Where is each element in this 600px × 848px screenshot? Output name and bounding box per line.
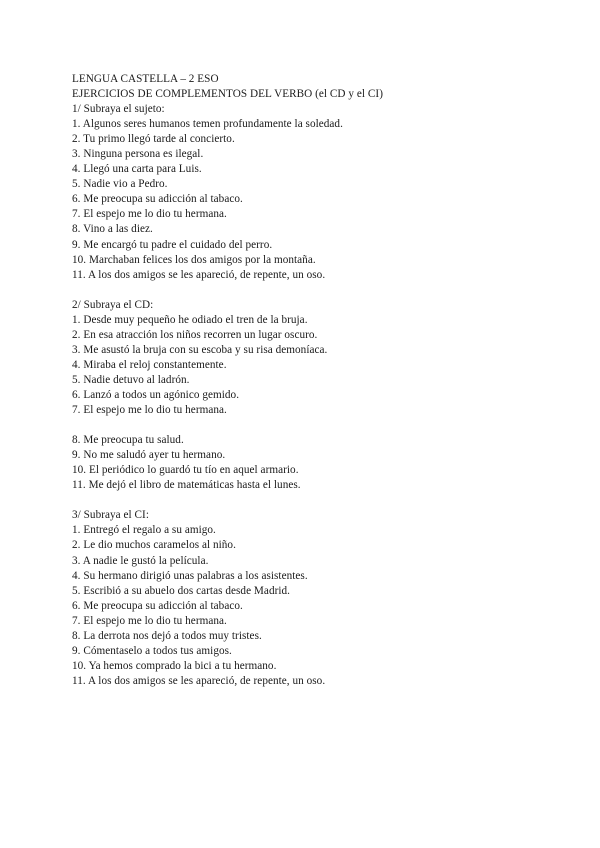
exercise-item: 1. Desde muy pequeño he odiado el tren de la bruja. bbox=[72, 313, 308, 326]
exercise-item: 6. Me preocupa su adicción al tabaco. bbox=[72, 193, 243, 206]
exercise-item: 11. A los dos amigos se les apareció, de repente, un oso. bbox=[72, 268, 326, 281]
exercise-item: 7. El espejo me lo dio tu hermana. bbox=[72, 404, 227, 417]
document-title: LENGUA CASTELLA – 2 ESO bbox=[72, 73, 219, 85]
section-heading: 3/ Subraya el CI: bbox=[72, 509, 149, 522]
exercise-item: 10. Marchaban felices los dos amigos por la montaña. bbox=[72, 253, 316, 266]
exercise-item: 11. A los dos amigos se les apareció, de repente, un oso. bbox=[72, 674, 326, 687]
exercise-item: 1. Entregó el regalo a su amigo. bbox=[72, 524, 216, 537]
section-direct-object bbox=[72, 298, 572, 494]
exercise-item: 2. Tu primo llegó tarde al concierto. bbox=[72, 133, 235, 146]
document-page bbox=[72, 72, 572, 689]
section-heading: 1/ Subraya el sujeto: bbox=[72, 103, 165, 116]
exercise-item: 6. Lanzó a todos un agónico gemido. bbox=[72, 388, 240, 401]
section-indirect-object bbox=[72, 508, 572, 689]
exercise-item: 8. La derrota nos dejó a todos muy tristes. bbox=[72, 629, 262, 642]
exercise-item: 7. El espejo me lo dio tu hermana. bbox=[72, 614, 227, 627]
exercise-item: 10. El periódico lo guardó tu tío en aquel armario. bbox=[72, 464, 299, 477]
exercise-item: 8. Me preocupa tu salud. bbox=[72, 434, 184, 447]
exercise-item: 3. A nadie le gustó la película. bbox=[72, 554, 209, 567]
blank-line bbox=[72, 493, 572, 508]
document-subtitle: EJERCICIOS DE COMPLEMENTOS DEL VERBO (el CD y el CI) bbox=[72, 88, 383, 101]
exercise-item: 6. Me preocupa su adicción al tabaco. bbox=[72, 599, 243, 612]
exercise-item: 5. Nadie detuvo al ladrón. bbox=[72, 373, 190, 386]
exercise-item: 3. Me asustó la bruja con su escoba y su risa demoníaca. bbox=[72, 343, 328, 356]
exercise-item: 11. Me dejó el libro de matemáticas hasta el lunes. bbox=[72, 479, 301, 492]
section-heading: 2/ Subraya el CD: bbox=[72, 298, 154, 311]
exercise-item: 4. Llegó una carta para Luis. bbox=[72, 163, 202, 176]
exercise-item: 5. Escribió a su abuelo dos cartas desde Madrid. bbox=[72, 584, 291, 597]
exercise-item: 9. No me saludó ayer tu hermano. bbox=[72, 449, 226, 462]
exercise-item: 4. Su hermano dirigió unas palabras a los asistentes. bbox=[72, 569, 308, 582]
exercise-item: 9. Cómentaselo a todos tus amigos. bbox=[72, 644, 232, 657]
exercise-item: 9. Me encargó tu padre el cuidado del perro. bbox=[72, 238, 273, 251]
blank-line bbox=[72, 283, 572, 298]
exercise-item: 5. Nadie vio a Pedro. bbox=[72, 178, 168, 191]
section-subject bbox=[72, 102, 572, 283]
exercise-item: 4. Miraba el reloj constantemente. bbox=[72, 358, 227, 371]
blank-line bbox=[72, 418, 572, 433]
exercise-item: 2. Le dio muchos caramelos al niño. bbox=[72, 539, 236, 552]
exercise-item: 7. El espejo me lo dio tu hermana. bbox=[72, 208, 227, 221]
exercise-item: 8. Vino a las diez. bbox=[72, 223, 153, 236]
exercise-item: 2. En esa atracción los niños recorren un lugar oscuro. bbox=[72, 328, 318, 341]
exercise-item: 3. Ninguna persona es ilegal. bbox=[72, 148, 204, 161]
exercise-item: 10. Ya hemos comprado la bici a tu hermano. bbox=[72, 659, 277, 672]
exercise-item: 1. Algunos seres humanos temen profundamente la soledad. bbox=[72, 118, 343, 131]
